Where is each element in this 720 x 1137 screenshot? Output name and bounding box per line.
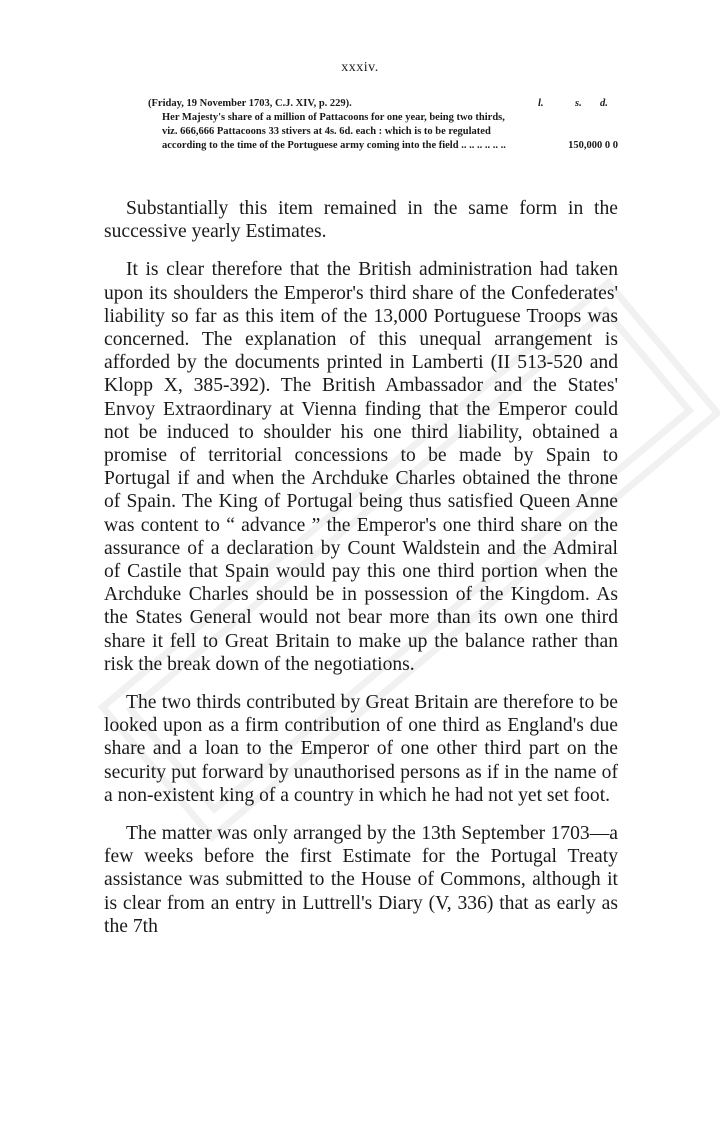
estimate-item-text: Her Majesty's share of a million of Pattacoons for one year, being two thirds, viz. 666,666 Pattacoons 33 stivers at 4s. 6d. each : which is to be regulated according to the time of the Portuguese army coming into the field .. .. .. .. .. ..: [162, 112, 506, 152]
estimate-reference: (Friday, 19 November 1703, C.J. XIV, p. 229).: [148, 98, 352, 109]
estimate-amount: 150,000 0 0: [568, 140, 618, 152]
paragraph: It is clear therefore that the British administration had taken upon its shoulders the Emperor's third share of the Confederates' liability so far as this item of the 13,000 Portuguese Troops was concerned. The explanation of this unequal arrangement is afforded by the documents printed in Lamberti (II 513-520 and Klopp X, 385-392). The British Ambassador and the States' Envoy Extraordinary at Vienna finding that the Emperor could not be induced to shoulder his one third liability, obtained a promise of territorial concessions to be made by Spain to Portugal if and when the Archduke Charles obtained the throne of Spain. The King of Portugal being thus satisfied Queen Anne was content to “ advance ” the Emperor's one third share on the assurance of a declaration by Count Waldstein and the Admiral of Castile that Spain would pay this one third portion when the Archduke Charles should be in possession of the Kingdom. As the States General would not bear more than its own one third share it fell to Great Britain to make up the balance rather than risk the break down of the negotiations.: [104, 259, 618, 675]
body-text: [104, 197, 618, 953]
shillings-header: s.: [575, 98, 582, 109]
page-number: xxxiv.: [341, 60, 379, 75]
pounds-header: l.: [538, 98, 544, 109]
paragraph: The matter was only arranged by the 13th September 1703—a few weeks before the first Estimate for the Portugal Treaty assistance was submitted to the House of Commons, although it is clear from an entry in Luttrell's Diary (V, 336) that as early as the 7th: [104, 823, 618, 937]
paragraph: The two thirds contributed by Great Britain are therefore to be looked upon as a firm contribution of one third as England's due share and a loan to the Emperor of one other third part on the security put forward by unauthorised persons as if in the name of a non-existent king of a country in which he had not yet set foot.: [104, 692, 618, 806]
paragraph: Substantially this item remained in the same form in the successive yearly Estimates.: [104, 198, 618, 243]
estimate-entry: [148, 97, 618, 154]
estimate-header: [148, 97, 618, 111]
pence-header: d.: [600, 98, 608, 109]
